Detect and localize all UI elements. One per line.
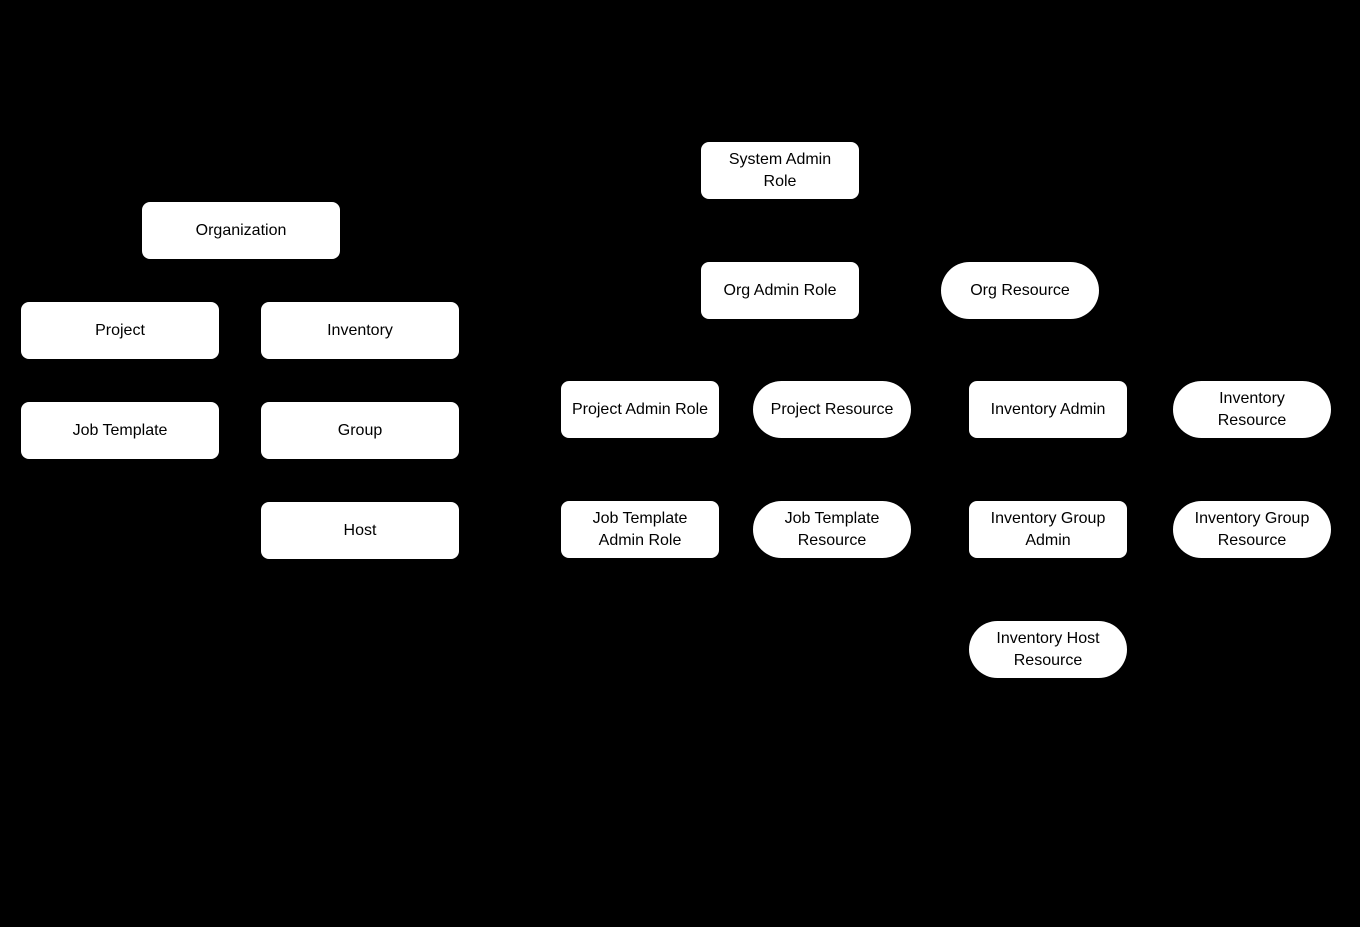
node-inventory-host-resource (969, 621, 1127, 678)
node-project-resource (753, 381, 911, 438)
node-label: Job Template Admin Role (592, 509, 688, 549)
node-inventory-group-resource (1173, 501, 1331, 558)
node-inventory-admin (969, 381, 1127, 438)
node-label: Org Resource (970, 281, 1070, 299)
node-org-resource (941, 262, 1099, 319)
node-label: Job Template (72, 421, 168, 439)
node-system-admin-role (701, 142, 859, 199)
node-project (21, 302, 219, 359)
node-label: Inventory Group Resource (1194, 509, 1310, 549)
node-label: Inventory Resource (1217, 389, 1287, 429)
node-job-template (21, 402, 219, 459)
node-label: Org Admin Role (723, 281, 837, 299)
node-group (261, 402, 459, 459)
node-label: Host (343, 521, 377, 539)
node-label: Inventory Admin (990, 400, 1106, 418)
node-label: Inventory Group Admin (990, 509, 1106, 549)
node-label: Inventory Host Resource (996, 629, 1100, 669)
node-label: Job Template Resource (784, 509, 880, 549)
node-org-admin-role (701, 262, 859, 319)
node-label: Project Admin Role (571, 400, 709, 418)
node-project-admin-role (561, 381, 719, 438)
node-inventory-group-admin (969, 501, 1127, 558)
node-job-template-resource (753, 501, 911, 558)
node-label: Project (95, 321, 145, 339)
node-label: Inventory (327, 321, 393, 339)
node-inventory (261, 302, 459, 359)
node-inventory-resource (1173, 381, 1331, 438)
node-label: Project Resource (770, 400, 894, 418)
node-label: Organization (195, 221, 287, 239)
node-job-template-admin-role (561, 501, 719, 558)
node-host (261, 502, 459, 559)
node-label: System Admin Role (728, 150, 832, 190)
node-label: Group (337, 421, 383, 439)
node-organization (142, 202, 340, 259)
